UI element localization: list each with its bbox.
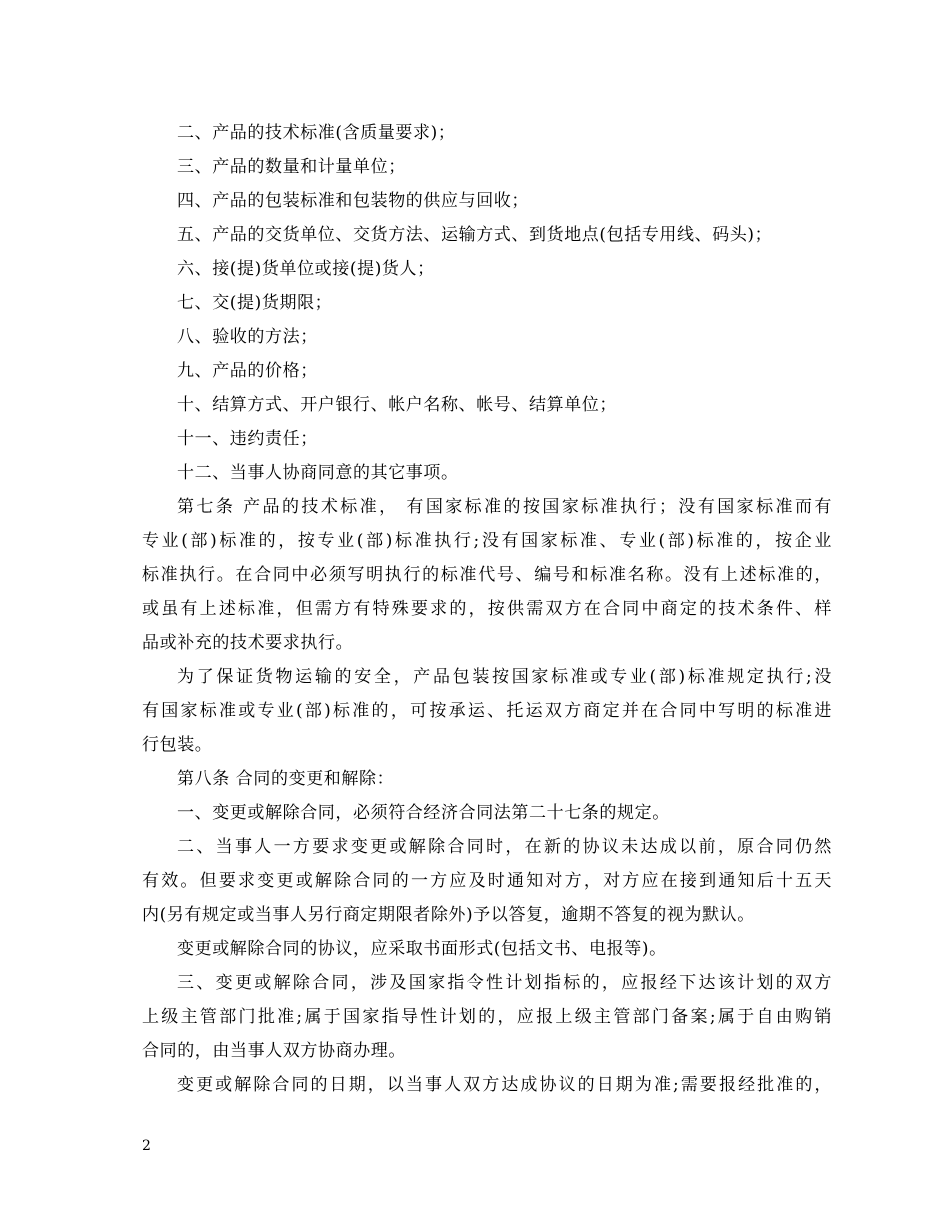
text-line: 七、交(提)货期限；: [177, 293, 333, 313]
text-line: 或虽有上述标准，但需方有特殊要求的，按供需双方在合同中商定的技术条件、样: [142, 599, 832, 619]
text-line: 五、产品的交货单位、交货方法、运输方式、到货地点(包括专用线、码头)；: [177, 225, 773, 245]
document-body: [142, 116, 832, 1102]
text-line: 合同的，由当事人双方协商办理。: [142, 1041, 406, 1061]
text-line: 行包装。: [142, 735, 213, 755]
text-line: 变更或解除合同的日期，以当事人双方达成协议的日期为准;需要报经批准的，: [177, 1075, 832, 1095]
text-line: 第七条 产品的技术标准， 有国家标准的按国家标准执行；没有国家标准而有: [177, 497, 832, 517]
text-line: 专业(部)标准的，按专业(部)标准执行;没有国家标准、专业(部)标准的，按企业: [142, 531, 832, 551]
text-line: 三、产品的数量和计量单位；: [177, 157, 406, 177]
text-line: 为了保证货物运输的安全，产品包装按国家标准或专业(部)标准规定执行;没: [177, 667, 832, 687]
text-line: 三、变更或解除合同，涉及国家指令性计划指标的，应报经下达该计划的双方: [177, 973, 832, 993]
text-line: 有效。但要求变更或解除合同的一方应及时通知对方，对方应在接到通知后十五天: [142, 871, 832, 891]
text-line: 六、接(提)货单位或接(提)货人；: [177, 259, 435, 279]
text-line: 十、结算方式、开户银行、帐户名称、帐号、结算单位；: [177, 395, 617, 415]
text-line: 内(另有规定或当事人另行商定期限者除外)予以答复，逾期不答复的视为默认。: [142, 905, 755, 925]
text-line: 四、产品的包装标准和包装物的供应与回收；: [177, 191, 529, 211]
text-line: 十二、当事人协商同意的其它事项。: [177, 463, 459, 483]
text-line: 十一、违约责任；: [177, 429, 318, 449]
text-line: 上级主管部门批准;属于国家指导性计划的，应报上级主管部门备案;属于自由购销: [142, 1007, 832, 1027]
text-line: 变更或解除合同的协议，应采取书面形式(包括文书、电报等)。: [177, 939, 667, 959]
text-line: 标准执行。在合同中必须写明执行的标准代号、编号和标准名称。没有上述标准的，: [142, 565, 832, 585]
text-line: 第八条 合同的变更和解除：: [177, 769, 395, 789]
page-number: 2: [142, 1138, 151, 1154]
text-line: 二、产品的技术标准(含质量要求)；: [177, 123, 456, 143]
text-line: 二、当事人一方要求变更或解除合同时，在新的协议未达成以前，原合同仍然: [177, 837, 832, 857]
text-line: 有国家标准或专业(部)标准的，可按承运、托运双方商定并在合同中写明的标准进: [142, 701, 832, 721]
text-line: 一、变更或解除合同，必须符合经济合同法第二十七条的规定。: [177, 803, 670, 823]
text-line: 八、验收的方法；: [177, 327, 318, 347]
text-line: 品或补充的技术要求执行。: [142, 633, 354, 653]
text-line: 九、产品的价格；: [177, 361, 318, 381]
